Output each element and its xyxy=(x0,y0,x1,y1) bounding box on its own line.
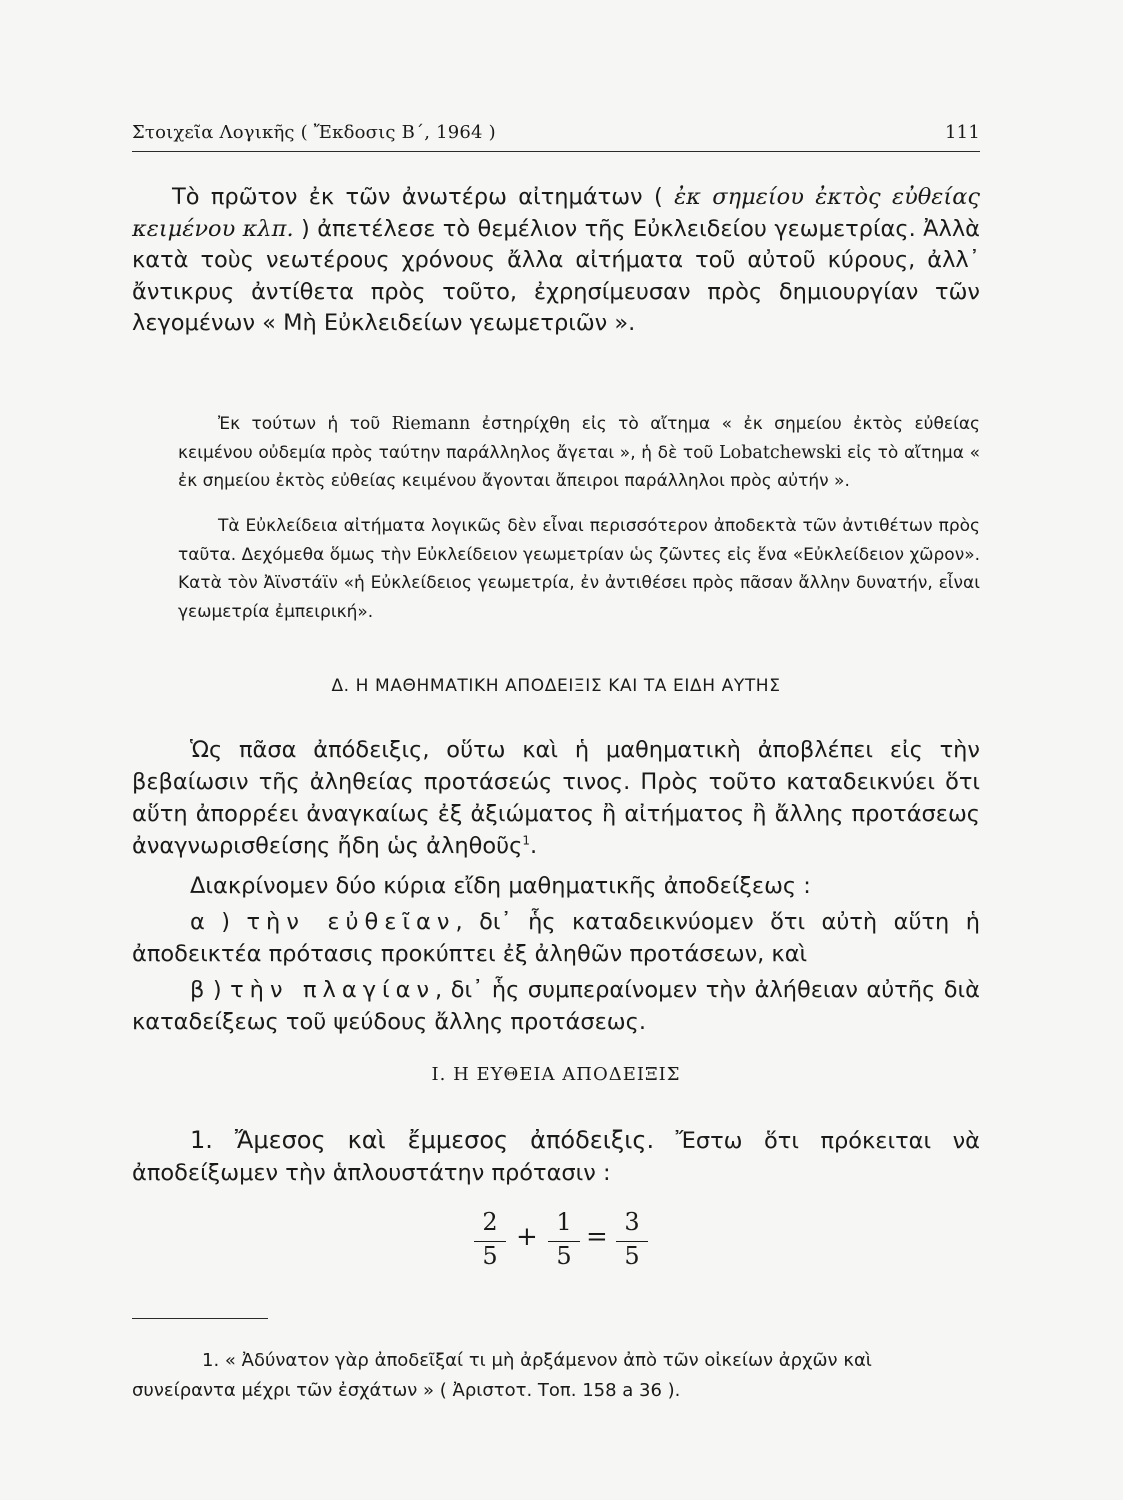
page-number: 111 xyxy=(945,122,980,143)
footnote-marker[interactable]: 1 xyxy=(522,833,530,848)
list-item-direct xyxy=(132,906,980,970)
footnote-line-1: 1. « Ἀδύνατον γὰρ ἀποδεῖξαί τι μὴ ἀρξάμενον ἀπὸ τῶν οἰκείων ἀρχῶν καὶ xyxy=(202,1350,872,1371)
list-item-text: β ) τὴν πλαγίαν, δι᾿ ἧς συμπεραίνομεν τὴν ἀλήθειαν αὐτῆς διὰ καταδείξεως τοῦ ψεύδους ἄλλης προτάσεως. xyxy=(132,977,980,1035)
running-header xyxy=(132,118,980,152)
footnote xyxy=(132,1346,980,1406)
paragraph-proof-intro xyxy=(132,734,980,862)
paragraph-euclid-postulate xyxy=(132,182,980,340)
denominator: 5 xyxy=(624,1242,640,1270)
spaced-term: τὴν εὐθεῖαν xyxy=(246,909,456,935)
fraction-formula xyxy=(470,1208,670,1278)
numerator: 2 xyxy=(482,1208,498,1236)
list-item-indirect xyxy=(132,974,980,1038)
footnote-rule xyxy=(132,1318,268,1319)
denominator: 5 xyxy=(556,1242,572,1270)
plus-sign: + xyxy=(516,1222,538,1252)
footnote-line-2: συνείραντα μέχρι τῶν ἐσχάτων » ( Ἀριστοτ. Τοπ. 158 a 36 ). xyxy=(132,1380,681,1401)
paragraph-text: Ὡς πᾶσα ἀπόδειξις, οὕτω καὶ ἡ μαθηματικὴ ἀποβλέπει εἰς τὴν βεβαίωσιν τῆς ἀληθείας προτάσεώς τινος. Πρὸς τοῦτο καταδεικνύει ὅτι αὕτη ἀπορρέει ἀναγκαίως ἐξ ἀξιώματος ἢ αἰτήματος ἢ ἄλλης προτάσεως ἀναγνωρισθείσης ἤδη ὡς ἀληθοῦς$^1$. xyxy=(132,737,980,859)
name-riemann: Riemann xyxy=(391,414,471,434)
numerator: 3 xyxy=(624,1208,640,1236)
subsection-lead: 1. Ἄμεσος καὶ ἔμμεσος ἀπόδειξις. xyxy=(190,1126,655,1154)
list-item-text: α ) τὴν εὐθεῖαν, δι᾿ ἧς καταδεικνύομεν ὅτι αὐτὴ αὕτη ἡ ἀποδεικτέα πρότασις προκύπτει ἐξ ἀληθῶν προτάσεων, καὶ xyxy=(132,909,981,967)
paragraph-text: Διακρίνομεν δύο κύρια εἴδη μαθηματικῆς ἀποδείξεως : xyxy=(190,873,811,899)
paragraph-two-kinds xyxy=(132,870,980,902)
section-heading-d: Δ. Η ΜΑΘΗΜΑΤΙΚΗ ΑΠΟΔΕΙΞΙΣ ΚΑΙ ΤΑ ΕΙΔΗ ΑΥΤΗΣ xyxy=(331,676,781,696)
denominator: 5 xyxy=(482,1242,498,1270)
small-paragraph-einstein xyxy=(132,512,980,626)
paragraph-text: Τὸ πρῶτον ἐκ τῶν ἀνωτέρω αἰτημάτων ( ἐκ σημείου ἐκτὸς εὐθείας κειμένου κλπ. ) ἀπετέλεσε τὸ θεμέλιον τῆς Εὐκλειδείου γεωμετρίας. Ἀλλὰ κατὰ τοὺς νεωτέρους χρόνους ἄλλα αἰτήματα τοῦ αὐτοῦ κύρους, ἀλλ᾿ ἄντικρυς ἀντίθετα πρὸς τοῦτο, ἐχρησίμευσαν πρὸς δημιουργίαν τῶν λεγομένων « Μὴ Εὐκλειδείων γεωμετριῶν ». xyxy=(132,184,981,337)
name-lobatchewski: Lobatchewski xyxy=(719,442,842,463)
section-heading-direct-proof: Ι. Η ΕΥΘΕΙΑ ΑΠΟΔΕΙΞΙΣ xyxy=(431,1064,681,1085)
equals-sign: = xyxy=(586,1222,608,1252)
paragraph-immediate-proof xyxy=(132,1124,980,1189)
small-paragraph-riemann xyxy=(132,410,980,496)
paragraph-text: 1. Ἄμεσος καὶ ἔμμεσος ἀπόδειξις. Ἔστω ὅτι πρόκειται νὰ ἀποδείξωμεν τὴν ἁπλουστάτην πρότασιν : xyxy=(132,1126,981,1186)
paragraph-text: Τὰ Εὐκλείδεια αἰτήματα λογικῶς δὲν εἶναι περισσότερον ἀποδεκτὰ τῶν ἀντιθέτων πρὸς ταῦτα. Δεχόμεθα ὅμως τὴν Εὐκλείδειον γεωμετρίαν ὡς ζῶντες εἰς ἕνα «Εὐκλείδειον χῶρον». Κατὰ τὸν Ἀϊνστάϊν «ἡ Εὐκλείδειος γεωμετρία, ἐν ἀντιθέσει πρὸς πᾶσαν ἄλλην δυνατήν, εἶναι γεωμετρία ἐμπειρική». xyxy=(178,516,980,622)
italic-quote: ἐκ σημείου ἐκτὸς εὐθείας κειμένου κλπ. xyxy=(132,184,980,242)
header-rule xyxy=(132,151,980,152)
paragraph-text: Ἐκ τούτων ἡ τοῦ Riemann ἐστηρίχθη εἰς τὸ αἴτημα « ἐκ σημείου ἐκτὸς εὐθείας κειμένου οὐδεμία πρὸς ταύτην παράλληλος ἄγεται », ἡ δὲ τοῦ Lobatchewski εἰς τὸ αἴτημα « ἐκ σημείου ἐκτὸς εὐθείας κειμένου ἄγονται ἄπειροι παράλληλοι πρὸς αὐτήν ». xyxy=(178,414,981,491)
spaced-term: τὴν πλαγίαν xyxy=(230,977,436,1003)
numerator: 1 xyxy=(556,1208,572,1236)
header-title: Στοιχεῖα Λογικῆς ( Ἔκδοσις Β΄, 1964 ) xyxy=(132,122,496,143)
